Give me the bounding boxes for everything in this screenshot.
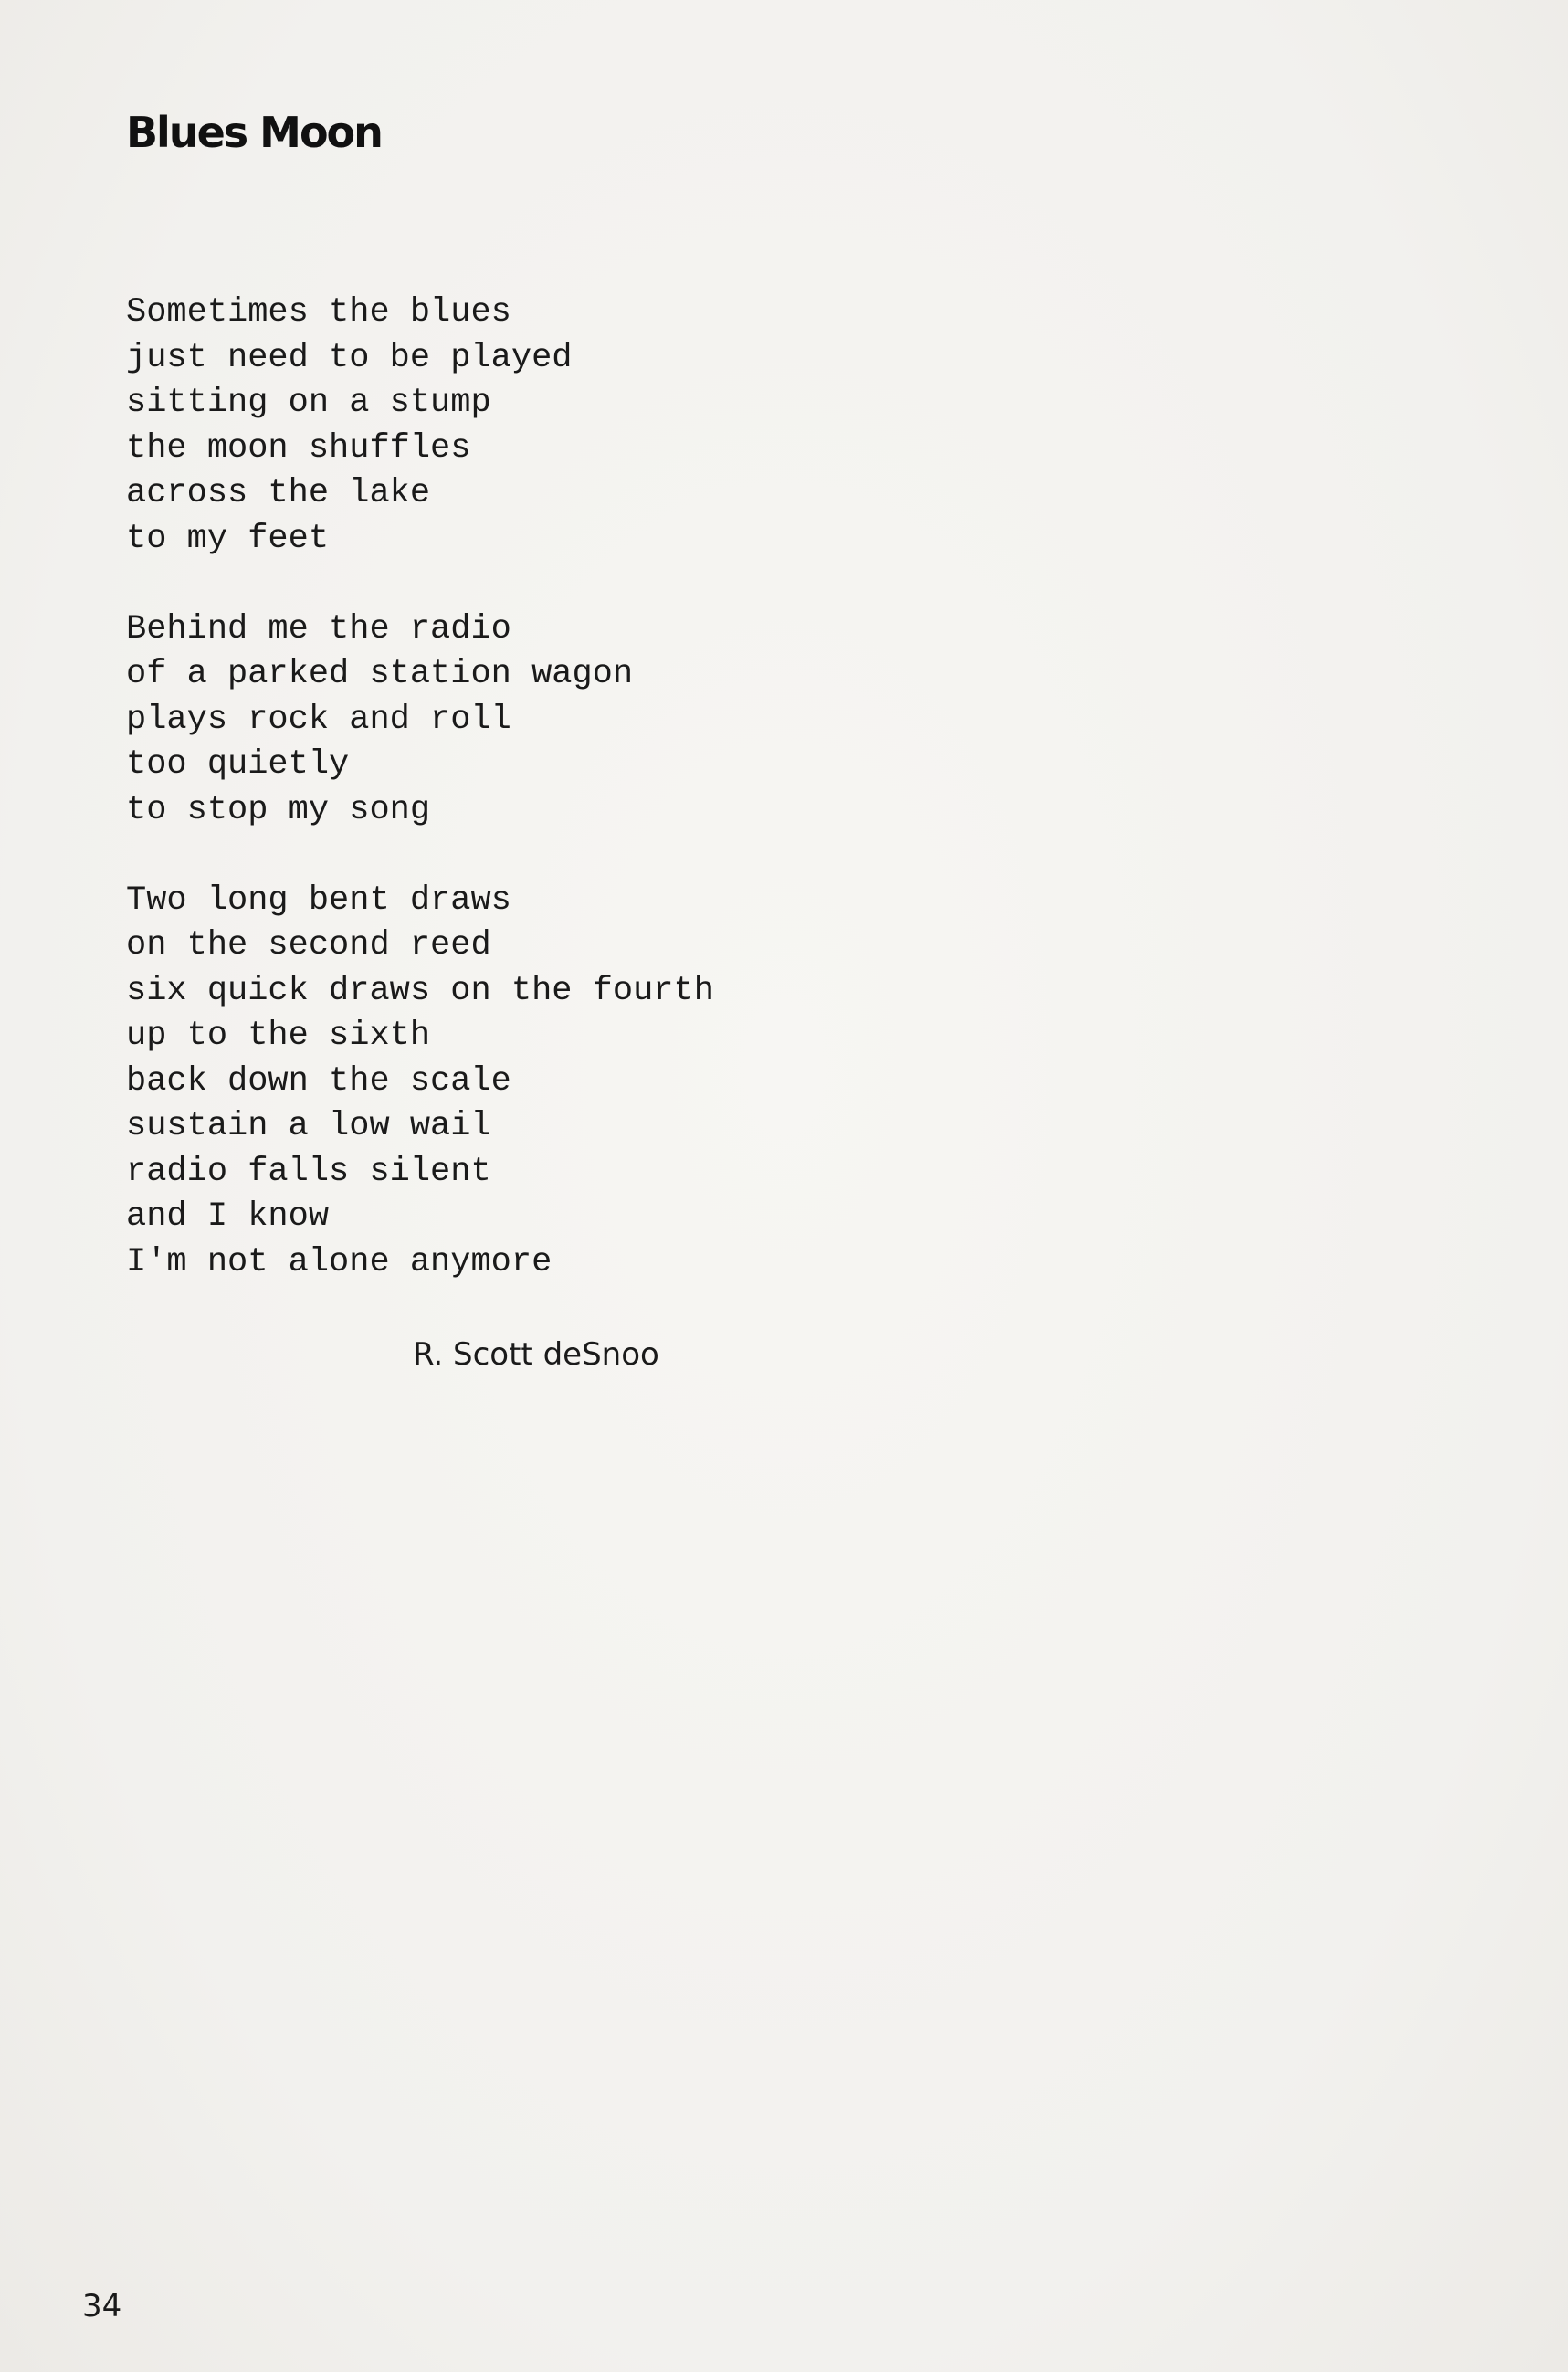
poem-line: sitting on a stump bbox=[126, 384, 491, 422]
poem-line: and I know bbox=[126, 1197, 330, 1236]
poem-line: just need to be played bbox=[126, 338, 573, 377]
page-number: 34 bbox=[82, 2288, 122, 2325]
poem-line: to my feet bbox=[126, 519, 330, 558]
poem-line: I'm not alone anymore bbox=[126, 1242, 552, 1281]
stanza-2 bbox=[126, 607, 714, 834]
poem-line: across the lake bbox=[126, 474, 431, 512]
poem-line: up to the sixth bbox=[126, 1017, 431, 1055]
poem-line: Two long bent draws bbox=[126, 880, 511, 920]
poem-title: Blues Moon bbox=[126, 108, 382, 157]
poem-line: six quick draws on the fourth bbox=[126, 971, 714, 1010]
poem-line: the moon shuffles bbox=[126, 428, 471, 468]
poem-line: to stop my song bbox=[126, 790, 431, 829]
poem-line: Behind me the radio bbox=[126, 609, 511, 648]
poem-line: back down the scale bbox=[126, 1061, 511, 1101]
poem-line: too quietly bbox=[126, 745, 350, 784]
poem-line: on the second reed bbox=[126, 926, 491, 965]
poem-line: sustain a low wail bbox=[126, 1107, 491, 1145]
poem-line: plays rock and roll bbox=[126, 700, 511, 739]
stanza-1 bbox=[126, 290, 714, 562]
poem-author: R. Scott deSnoo bbox=[413, 1336, 659, 1373]
stanza-3 bbox=[126, 879, 714, 1286]
poem-body bbox=[126, 290, 714, 1331]
poem-line: radio falls silent bbox=[126, 1152, 491, 1191]
poem-line: of a parked station wagon bbox=[126, 655, 634, 693]
poem-line: Sometimes the blues bbox=[126, 293, 511, 332]
